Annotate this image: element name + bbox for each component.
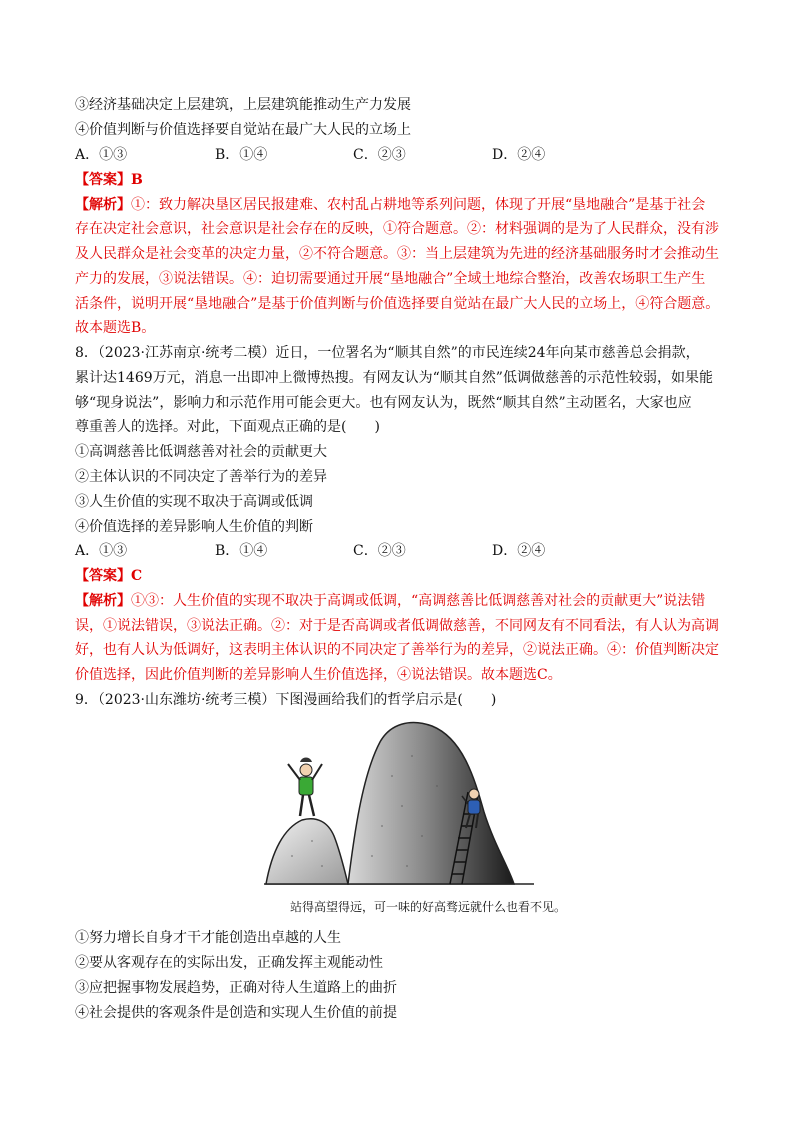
q7-analysis-line-3: 及人民群众是社会变革的决定力量，②不符合题意。③：当上层建筑为先进的经济基础服务时才会推动生 <box>75 246 719 262</box>
q7-option-b: B．①④ <box>215 147 268 163</box>
q7-analysis-line-1 <box>75 196 705 214</box>
q9-statement-2: ②要从客观存在的实际出发，正确发挥主观能动性 <box>75 955 383 971</box>
q7-analysis-label: 【解析】 <box>75 197 131 213</box>
q8-option-c: C．②③ <box>353 543 406 559</box>
q7-answer <box>75 171 143 189</box>
q9-statement-1: ①努力增长自身才干才能创造出卓越的人生 <box>75 930 341 946</box>
q8-stem-line-4: 尊重善人的选择。对此，下面观点正确的是( ) <box>75 419 380 435</box>
q8-stem-line-1: 8．（2023·江苏南京·统考二模）近日，一位署名为“顺其自然”的市民连续24年向某市慈善总会捐款， <box>75 345 700 361</box>
q7-option-c: C．②③ <box>353 147 406 163</box>
cartoon-caption: 站得高望得远，可一味的好高骛远就什么也看不见。 <box>290 900 567 914</box>
q8-stem-line-3: 够“现身说法”，影响力和示范作用可能会更大。也有网友认为，既然“顺其自然”主动匿名，大家也应 <box>75 395 692 411</box>
q8-option-b: B．①④ <box>215 543 268 559</box>
q7-analysis-line-2: 存在决定社会意识，社会意识是社会存在的反映，①符合题意。②：材料强调的是为了人民群众，没有涉 <box>75 221 719 237</box>
q7-answer-value: B <box>131 172 143 188</box>
q7-analysis-line-6: 故本题选B。 <box>75 320 156 336</box>
q9-statement-4: ④社会提供的客观条件是创造和实现人生价值的前提 <box>75 1005 397 1021</box>
q8-option-d: D．②④ <box>492 543 546 559</box>
q7-option-a: A．①③ <box>75 147 128 163</box>
q8-analysis-label: 【解析】 <box>75 593 131 609</box>
q7-analysis-text: ①：致力解决垦区居民报建难、农村乱占耕地等系列问题，体现了开展“垦地融合”是基于社会 <box>131 197 706 213</box>
q8-analysis-line-2: 误，①说法错误，③说法正确。②：对于是否高调或者低调做慈善，不同网友有不同看法，有人认为高调 <box>75 618 719 634</box>
q8-analysis-line-3: 好，也有人认为低调好，这表明主体认识的不同决定了善举行为的差异，②说法正确。④：价值判断决定 <box>75 642 719 658</box>
q8-answer <box>75 567 142 585</box>
q7-analysis-line-4: 产力的发展，③说法错误。④：迫切需要通过开展“垦地融合”全域土地综合整治，改善农场职工生产生 <box>75 271 706 287</box>
q8-answer-value: C <box>131 568 143 584</box>
q8-option-a: A．①③ <box>75 543 128 559</box>
cartoon-illustration <box>262 716 538 920</box>
cheering-person <box>288 758 322 817</box>
q7-option-d: D．②④ <box>492 147 546 163</box>
q7-statement-4: ④价值判断与价值选择要自觉站在最广大人民的立场上 <box>75 122 411 138</box>
q8-statement-4: ④价值选择的差异影响人生价值的判断 <box>75 519 313 535</box>
tall-mountain <box>348 723 514 884</box>
q7-answer-label: 【答案】 <box>75 172 131 188</box>
q8-answer-label: 【答案】 <box>75 568 131 584</box>
q8-analysis-line-1 <box>75 592 705 610</box>
q8-analysis-text: ①③：人生价值的实现不取决于高调或低调，“高调慈善比低调慈善对社会的贡献更大”说法错 <box>131 593 706 609</box>
q8-analysis-line-4: 价值选择，因此价值判断的差异影响人生价值选择，④说法错误。故本题选C。 <box>75 667 562 683</box>
small-hill <box>266 819 348 884</box>
q8-statement-3: ③人生价值的实现不取决于高调或低调 <box>75 494 313 510</box>
q7-statement-3: ③经济基础决定上层建筑，上层建筑能推动生产力发展 <box>75 97 411 113</box>
q8-statement-2: ②主体认识的不同决定了善举行为的差异 <box>75 469 327 485</box>
q7-analysis-line-5: 活条件，说明开展“垦地融合”是基于价值判断与价值选择要自觉站在最广大人民的立场上，④符合题意。 <box>75 296 720 312</box>
q9-stem: 9．（2023·山东潍坊·统考三模）下图漫画给我们的哲学启示是( ) <box>75 692 497 708</box>
q8-statement-1: ①高调慈善比低调慈善对社会的贡献更大 <box>75 444 327 460</box>
q9-statement-3: ③应把握事物发展趋势，正确对待人生道路上的曲折 <box>75 980 397 996</box>
q8-stem-line-2: 累计达1469万元，消息一出即冲上微博热搜。有网友认为“顺其自然”低调做慈善的示范性较弱，如果能 <box>75 370 713 386</box>
